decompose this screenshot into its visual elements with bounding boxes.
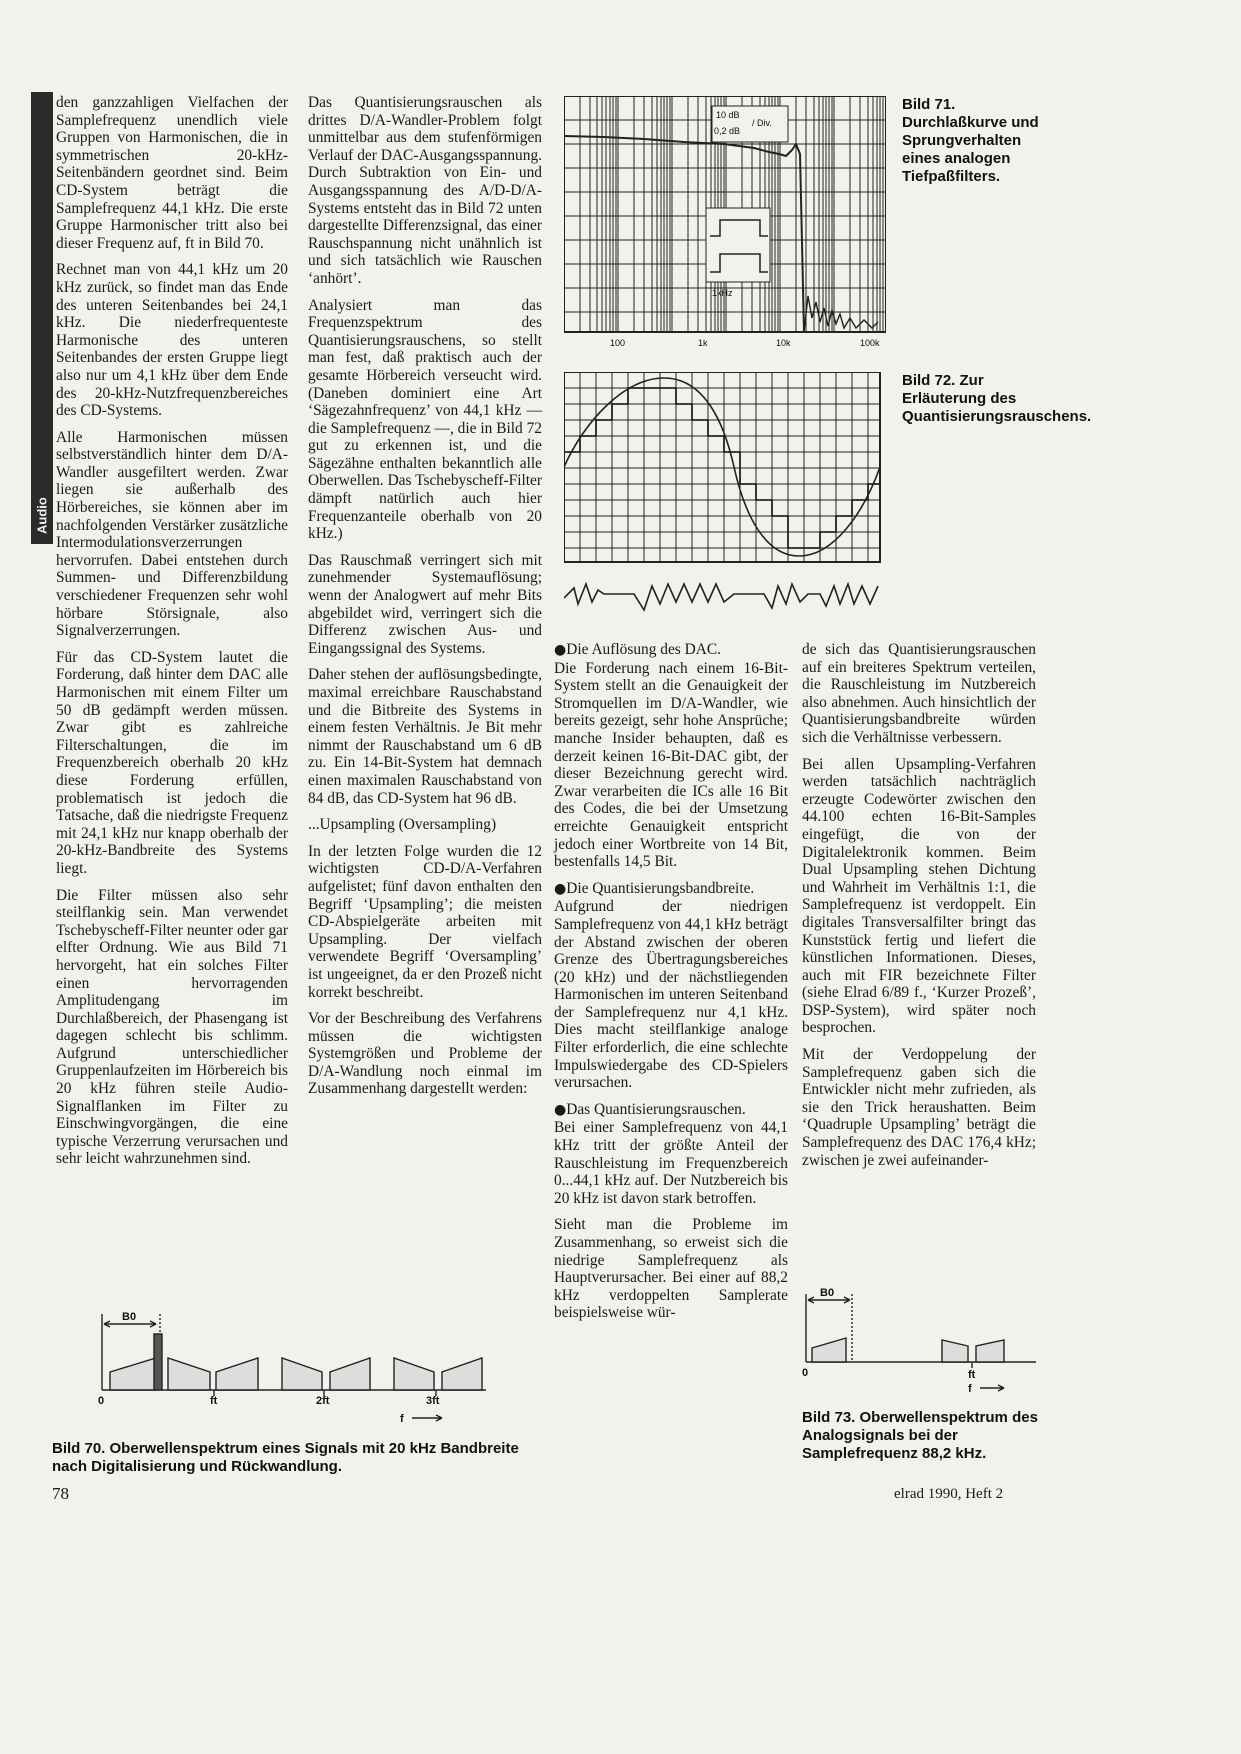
x-label: 3ft [426, 1395, 440, 1407]
figure-70-spectrum [92, 1294, 492, 1430]
text-column-3 [554, 641, 788, 1331]
footer-issue: elrad 1990, Heft 2 [894, 1486, 1004, 1502]
x-label: 0 [98, 1395, 105, 1407]
section-tab-label: Audio [34, 497, 50, 535]
x-tick-label: 10k [776, 338, 791, 348]
page-number: 78 [52, 1484, 69, 1503]
axis-label: f [400, 1413, 404, 1425]
paragraph: Für das CD-System lautet die Forderung, daß hinter dem DAC alle Harmonischen mit einem Filter um 50 dB gedämpft werden müssen. Zwar gibt es zahlreiche Filterschaltungen, die im Frequenzbereich oberhalb 20 kHz diese Forderung erfüllen, problematisch ist jedoch die Tatsache, daß die niedrigste Frequenz mit 24,1 kHz nur knapp oberhalb der 20-kHz-Bandbreite des Systems liegt. [56, 648, 288, 877]
bandwidth-label: B0 [122, 1311, 137, 1323]
paragraph: Sieht man die Probleme im Zusammenhang, so erweist sich die niedrige Samplefrequenz als Hauptverursacher. Bei einer auf 88,2 kHz verdoppelten Samplerate beispielsweise wür- [554, 1216, 788, 1322]
scale-label: / Div. [752, 118, 772, 128]
list-heading: Die Auflösung des DAC. [566, 641, 721, 658]
figure-73-caption: Bild 73. Oberwellenspektrum des Analogsignals bei der Samplefrequenz 88,2 kHz. [802, 1409, 1038, 1462]
paragraph: Bei allen Upsampling-Verfahren werden tatsächlich nachträglich erzeugte Codewörter zwischen den 44.100 echten 16-Bit-Samples eingefügt, die von der Digitalelektronik kommen. Beim Dual Upsampling stehen Dichtung und Wahrheit im Verhältnis 1:1, die Samplefrequenz ist verdoppelt. Ein digitales Transversalfilter bringt das Kunststück fertig und liefert die künstlichen Informationen. Dieses, auch mit FIR bezeichnete Filter (siehe Elrad 6/89 f., ‘Kurzer Prozeß’, DSP-System), wird später noch besprochen. [802, 755, 1036, 1037]
scale-label: 10 dB [716, 110, 740, 120]
list-heading: Das Quantisierungsrauschen. [566, 1100, 746, 1118]
section-heading: ...Upsampling (Oversampling) [308, 816, 497, 834]
paragraph: Analysiert man das Frequenzspektrum des Quantisierungsrauschens, so stellt man fest, daß praktisch auch der gesamte Hörbereich verseucht wird. (Daneben dominiert eine Art ‘Sägezahnfrequenz’ von 44,1 kHz — die Samplefrequenz —, die in Bild 72 gut zu erkennen ist, und die Sägezähne enthalten bekanntlich alle Oberwellen. Das Tschebyscheff-Filter dämpft natürlich auch hier Frequenzanteile oberhalb von 20 kHz.) [308, 296, 542, 543]
paragraph: Alle Harmonischen müssen selbstverständlich hinter dem D/A-Wandler ausgefiltert werden. Zwar liegen sie außerhalb des Hörbereiches, sie können aber im nachfolgenden Verstärker zusätzliche Intermodulationsverzerrungen hervorrufen. Dabei entstehen durch Summen- und Differenzbildung verschiedener Frequenzen sehr wohl hörbare Störsignale, also Signalverzerrungen. [56, 428, 288, 640]
bullet-icon: ● [554, 1101, 567, 1118]
paragraph: Daher stehen der auflösungsbedingte, maximal erreichbare Rauschabstand und die Bitbreite des Systems in einem festen Verhältnis. Je Bit mehr nimmt der Rauschabstand um 6 dB zu. Ein 14-Bit-System hat demnach einen maximalen Rauschabstand von 84 dB, das CD-System hat 96 dB. [308, 666, 542, 807]
difference-signal [564, 584, 878, 610]
bullet-icon: ● [554, 642, 567, 658]
figure-71-caption: Bild 71. Durchlaßkurve und Sprungverhalten eines analogen Tiefpaßfilters. [902, 96, 1039, 185]
paragraph: Rechnet man von 44,1 kHz um 20 kHz zurück, so findet man das Ende des unteren Seitenbandes bei 24,1 kHz. Die niederfrequenteste Harmonische des unteren Seitenbandes der ersten Gruppe liegt also nur um 4,1 kHz über dem Ende des 20-kHz-Nutzfrequenzbereiches des CD-Systems. [56, 261, 288, 420]
x-label: 0 [802, 1367, 809, 1379]
list-heading: Die Quantisierungsbandbreite. [566, 879, 755, 897]
axis-label: f [968, 1383, 972, 1395]
text-column-1 [56, 94, 288, 1177]
section-tab [31, 92, 53, 544]
figure-72-caption: Bild 72. Zur Erläuterung des Quantisierungsrauschens. [902, 372, 1092, 425]
figure-70-caption: Bild 70. Oberwellenspektrum eines Signals mit 20 kHz Bandbreite nach Digitalisierung und Rückwandlung. [52, 1440, 519, 1475]
scale-label: 0,2 dB [714, 126, 741, 136]
paragraph: Das Quantisierungsrauschen als drittes D/A-Wandler-Problem folgt unmittelbar aus dem stufenförmigen Verlauf der DAC-Ausgangsspannung. Durch Subtraktion von Ein- und Ausgangsspannung des A/D-D/A-Systems entsteht das in Bild 72 unten dargestellte Differenzsignal, das einer Rauschspannung nicht unähnlich ist und sich tatsächlich wie Rauschen ‘anhört’. [308, 94, 542, 287]
paragraph: Das Rauschmaß verringert sich mit zunehmender Systemauflösung; wenn der Analogwert auf mehr Bits abgebildet wird, verringert sich die Differenz zwischen Aus- und Eingangssignal des Systems. [308, 551, 542, 657]
figure-72-plot [564, 372, 886, 622]
x-label: ft [210, 1395, 218, 1407]
x-label: 2ft [316, 1395, 330, 1407]
text-column-2 [308, 94, 542, 1107]
paragraph: Bei einer Samplefrequenz von 44,1 kHz tritt der größte Anteil der Rauschleistung im Frequenzbereich 0...44,1 kHz auf. Der Nutzbereich bis 20 kHz ist davon stark betroffen. [554, 1119, 788, 1207]
x-tick-label: 100k [860, 338, 880, 348]
text-column-4 [802, 641, 1036, 1178]
paragraph: Aufgrund der niedrigen Samplefrequenz von 44,1 kHz beträgt der Abstand zwischen der oberen Grenze des Übertragungsbereiches (20 kHz) und der nächstliegenden Harmonischen im unteren Seitenband der Samplefrequenz nur 4,1 kHz. Dies macht steilflankige analoge Filter erforderlich, die eine schlechte Impulswiedergabe des CD-Spielers verursachen. [554, 898, 788, 1092]
paragraph: Mit der Verdoppelung der Samplefrequenz gaben sich die Entwickler nicht mehr zufrieden, als sie den Trick heraushatten. Beim ‘Quadruple Upsampling’ beträgt die Samplefrequenz des DAC 176,4 kHz; zwischen je zwei aufeinander- [802, 1046, 1036, 1169]
step-time-label: 1kHz [712, 288, 733, 298]
paragraph: Die Forderung nach einem 16-Bit-System stellt an die Genauigkeit der Stromquellen im D/A-Wandler, wie bereits gezeigt, sehr hohe Ansprüche; manche Insider behaupten, daß es derzeit keinen 16-Bit-DAC gibt, der dieser Bezeichnung gerecht wird. Zwar verarbeiten die ICs alle 16 Bit des Codes, die bei der Umsetzung erreichte Genauigkeit entspricht jedoch einer Wortbreite von 14 Bit, bestenfalls 14,5 Bit. [554, 659, 788, 871]
figure-73-spectrum [800, 1282, 1040, 1402]
paragraph: Vor der Beschreibung des Verfahrens müssen die wichtigsten Systemgrößen und Probleme der D/A-Wandlung noch einmal im Zusammenhang dargestellt werden: [308, 1010, 542, 1098]
x-tick-label: 100 [610, 338, 626, 348]
bullet-icon: ● [554, 880, 567, 897]
x-tick-label: 1k [698, 338, 708, 348]
x-label: ft [968, 1369, 976, 1381]
paragraph: Die Filter müssen also sehr steilflankig sein. Man verwendet Tschebyscheff-Filter neunter oder gar elfter Ordnung. Wie aus Bild 71 hervorgeht, hat ein solches Filter einen hervorragenden Amplitudengang im Durchlaßbereich, der Phasengang ist dagegen schlecht bis schlimm. Aufgrund unterschiedlicher Gruppenlaufzeiten im Hörbereich bis 20 kHz führen steile Audio-Signalflanken im Filter zu Einschwingvorgängen, die eine typische Verzerrung verursachen und sehr leicht wahrzunehmen sind. [56, 886, 288, 1168]
paragraph: In der letzten Folge wurden die 12 wichtigsten CD-D/A-Verfahren aufgelistet; fünf davon enthalten den Begriff ‘Upsampling’; die meisten CD-Abspielgeräte arbeiten mit Upsampling. Der vielfach verwendete Begriff ‘Oversampling’ ist ungeeignet, da er den Prozeß nicht korrekt beschreibt. [308, 842, 542, 1001]
paragraph: den ganzzahligen Vielfachen der Samplefrequenz unendlich viele Gruppen von Harmonischen, die in symmetrischen 20-kHz-Seitenbändern geordnet sind. Beim CD-System beträgt die Samplefrequenz 44,1 kHz. Die erste Gruppe Harmonischer tritt also bei dieser Frequenz auf, ft in Bild 70. [56, 94, 288, 252]
figure-71-plot [564, 96, 886, 350]
bandwidth-label: B0 [820, 1287, 835, 1299]
paragraph: de sich das Quantisierungsrauschen auf ein breiteres Spektrum verteilen, die Rauschleistung im Nutzbereich also abnehmen. Auch hinsichtlich der Quantisierungsbandbreite würden sich die Verhältnisse verbessern. [802, 641, 1036, 746]
